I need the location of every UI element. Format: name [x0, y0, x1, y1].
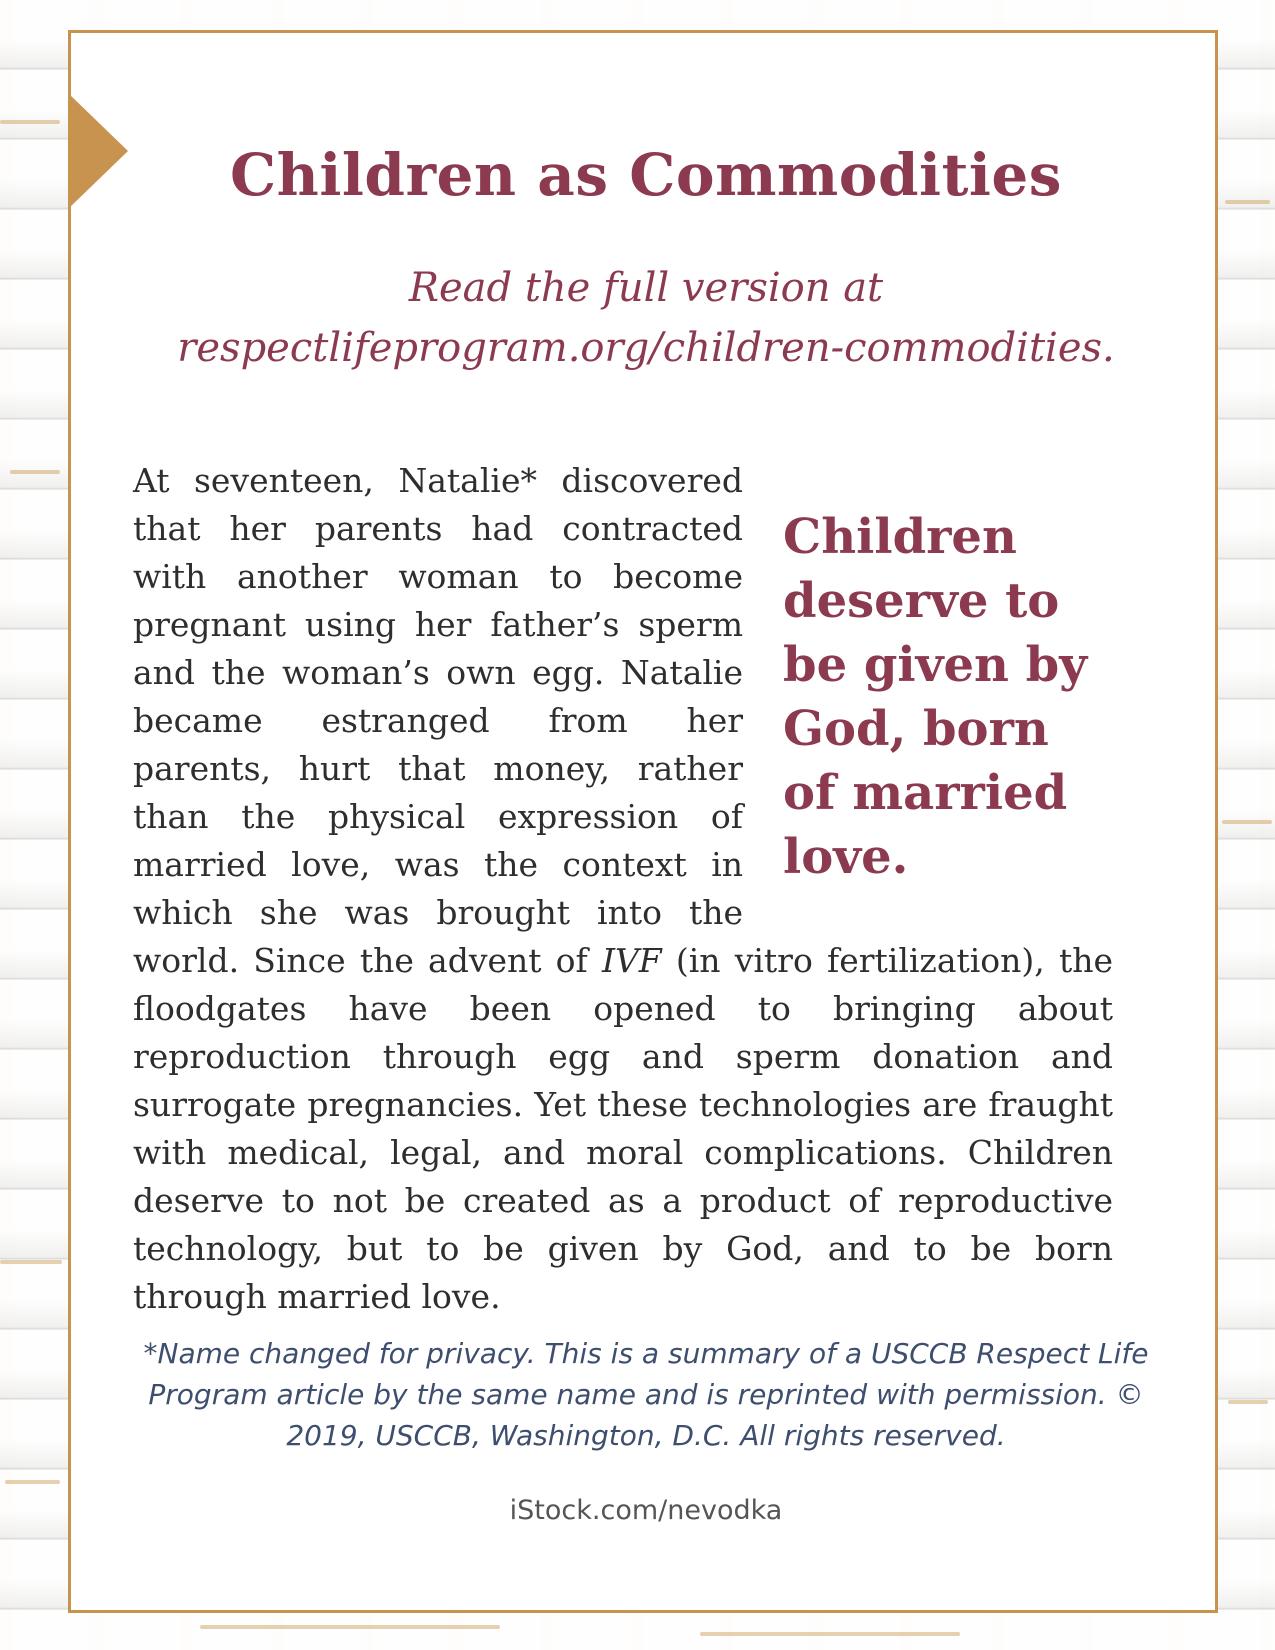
- article-body: [133, 457, 1113, 1321]
- wood-grain: [700, 1632, 960, 1636]
- ivf-term: IVF: [601, 941, 662, 980]
- wood-grain: [1225, 200, 1270, 204]
- wood-grain: [0, 120, 60, 124]
- wood-grain: [5, 1480, 60, 1484]
- wood-grain: [1222, 820, 1272, 824]
- body-text-part-1: At seventeen, Natalie* discovered that her parents had contracted with another woman to become pregnant using her father’s sperm and the woman’s own egg. Natalie became estranged from her parents, hurt that money, rather than the physical expression of married love, was the context in which she was brought into the world. Since the advent of: [133, 461, 743, 980]
- wood-grain: [10, 470, 60, 474]
- footnote: *Name changed for privacy. This is a summary of a USCCB Respect Life Program article by the same name and is reprinted with permission. © 2019, USCCB, Washington, D.C. All rights reserved.: [143, 1337, 1149, 1452]
- body-text-part-2: (in vitro fertilization), the floodgates have been opened to bringing about reproduction through egg and sperm donation and surrogate pregnancies. Yet these technologies are fraught with medical, legal, and moral complications. Children deserve to not be created as a product of reproductive technology, but to be given by God, and to be born through married love.: [133, 941, 1114, 1316]
- pull-quote: Children deserve to be given by God, born of married love.: [783, 509, 1088, 885]
- read-more-url[interactable]: respectlifeprogram.org/children-commodities.: [177, 325, 1115, 371]
- wood-grain: [0, 1260, 62, 1264]
- page-title: Children as Commodities: [230, 141, 1062, 209]
- read-more-line: Read the full version at: [408, 265, 884, 311]
- wood-grain: [200, 1625, 500, 1629]
- read-more-note: [101, 258, 1191, 378]
- wood-grain: [1228, 1400, 1268, 1404]
- photo-credit: iStock.com/nevodka: [509, 1495, 783, 1526]
- article-card: [68, 30, 1218, 1613]
